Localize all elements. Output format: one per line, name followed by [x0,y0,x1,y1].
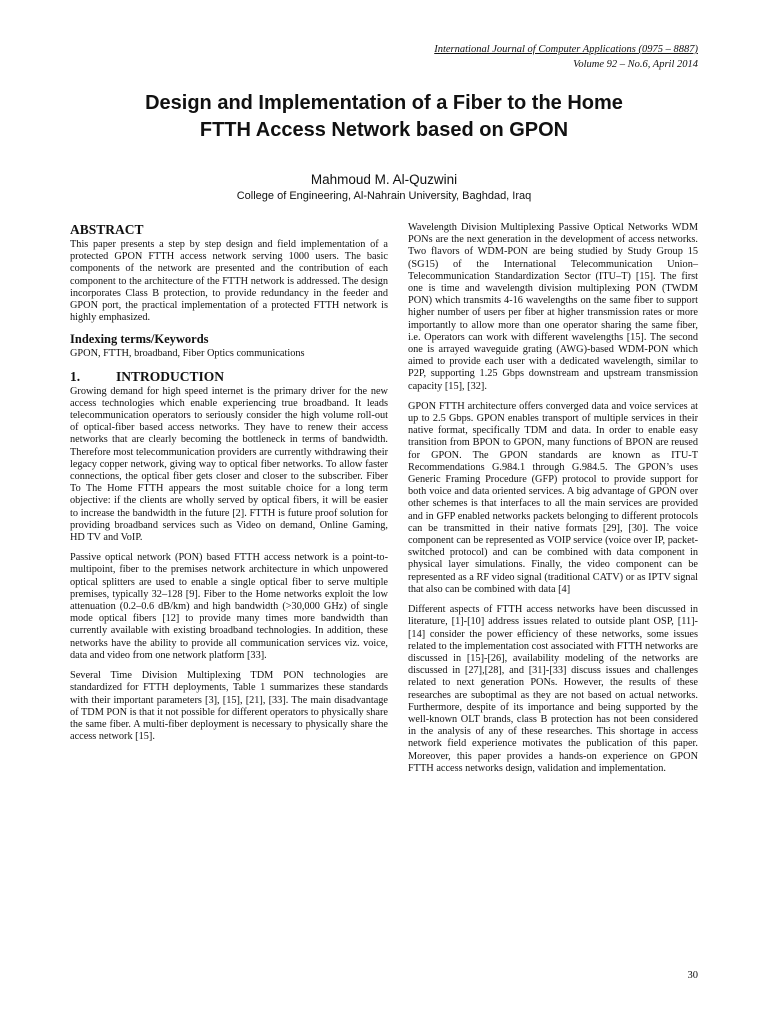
left-column [70,222,388,751]
journal-volume: Volume 92 – No.6, April 2014 [573,59,698,70]
abstract-text: This paper presents a step by step design and field implementation of a protected GPON FTTH access network serving 1000 users. The basic components of the network are presented and the contribution of each component to the architecture of the FTTH network is addressed. The design incorporates Class B protection, to provide redundancy in the feeder and GPON port, the practical implementation of a protected FTTH network is highly emphasized. [70,239,388,324]
right-paragraph-3: Different aspects of FTTH access networks have been discussed in literature, [1]-[10] address issues related to outside plant OSP, [11]-[14] consider the power efficiency of these networks, some issues related to the implementation cost associated with FTTH networks are discussed in [15]-[26], availability modeling of the networks are discussed in [27],[28], and [31]-[33] discuss issues and challenges related to next generation PONs. However, the results of these researches are suboptimal as they are not based on actual networks. Furthermore, despite of its importance and being supported by the well-known OLT brands, class B protection has not been considered in the analysis of any of these researches. This shortage in access network field experience motivates the publication of this paper. Moreover, this paper provides a hands-on experience on GPON FTTH access networks design, validation and implementation. [408,604,698,774]
author-name: Mahmoud M. Al-Quzwini [310,172,458,187]
intro-paragraph-3: Several Time Division Multiplexing TDM PON technologies are standardized for FTTH deployments, Table 1 summarizes these standards with their important parameters [3], [15], [21], [33]. The main disadvantage of TDM PON is that it not possible for different operators to physically share the same fiber. A multi-fiber deployment is necessary to physically share the access network [15]. [70,670,388,743]
section-title: INTRODUCTION [116,368,225,384]
page-number: 30 [687,970,698,981]
intro-paragraph-1: Growing demand for high speed internet is the primary driver for the new access technologies which enable experiencing true broadband. It leads telecommunication operators to seriously consider the high volume roll-out of optical-fiber based access networks. They have to renew their access networks that are clearly becoming the bottleneck in terms of bandwidth. Therefore most telecommunication providers are currently withdrawing their legacy copper network, giving way to optical fiber networks. To allow faster connections, the optical fiber gets closer and closer to the subscriber. Fiber To The Home FTTH appears the most suitable choice for a long term objective: if the clients are wholly served by optical fibers, it will be easier to increase the bandwidth in the future [2]. FTTH is future proof solution for providing broadband services such as Video on demand, Online Gaming, HD TV and VoIP. [70,385,388,544]
section-number: 1. [70,368,81,384]
intro-paragraph-2: Passive optical network (PON) based FTTH access network is a point-to-multipoint, fiber to the premises network architecture in which unpowered optical splitters are used to enable a single optical fiber to serve multiple premises, typically 32–128 [9]. Fiber to the Home networks exploit the low attenuation (0.2–0.6 dB/km) and high bandwidth (>30,000 GHz) of single mode optical fibers [12] to provide many times more bandwidth than currently available with existing broadband technologies. In addition, these networks have the ability to provide all communication services viz. voice, data and video from one network platform [33]. [70,552,388,661]
right-paragraph-1: Wavelength Division Multiplexing Passive Optical Networks WDM PONs are the next generation in the development of access networks. Two flavors of WDM-PON are being studied by Study Group 15 (SG15) of the International Telecommunication Union–Telecommunication Standardization Sector (ITU–T) [15]. The first one is time and wavelength division multiplexing PON (TWDM PON) which transmits 4-16 wavelengths on the same fiber to support higher number of users per fiber at higher transmission rates or more importantly to allow more than one operator sharing the same fiber, i.e. Operators can work with different wavelengths [15]. The second one is arrayed waveguide grating (AWG)-based WDM-PON which aimed to provide each user with a dedicated wavelength, similar to P2P, supporting 1.25 Gbps downstream and upstream transmission capacity [15], [32]. [408,222,698,392]
title-line-2: FTTH Access Network based on GPON [199,119,569,141]
right-column [408,222,698,783]
keywords-heading: Indexing terms/Keywords [70,332,209,347]
paper-title [70,90,698,144]
keywords-text: GPON, FTTH, broadband, Fiber Optics communications [70,348,305,360]
journal-name: International Journal of Computer Applications (0975 – 8887) [434,44,698,55]
introduction-heading [70,369,388,384]
journal-header [434,42,698,72]
right-paragraph-2: GPON FTTH architecture offers converged data and voice services at up to 2.5 Gbps. GPON enables transport of multiple services in their native format, specifically TDM and data. In order to enable easy transition from BPON to GPON, many functions of BPON are reused for GPON. The GPON standards are known as ITU-T Recommendations G.984.1 through G.984.5. The GPON’s uses Generic Framing Procedure (GFP) protocol to provide support for both voice and data oriented services. A big advantage of GPON over other schemes is that interfaces to all the main services are provided and in GFP enabled networks packets belonging to different protocols can be transmitted in their native formats [29], [30]. The voice component can be represented as VOIP service (voice over IP, packet-switched protocol) and can be combined with data component in physical layer simulations. Finally, the video component can be represented as a RF video signal (traditional CATV) or as IPTV signal that also can be combined with data [4] [408,400,698,595]
title-line-1: Design and Implementation of a Fiber to the Home [145,92,623,114]
abstract-heading: ABSTRACT [70,222,144,237]
author-affiliation: College of Engineering, Al-Nahrain University, Baghdad, Iraq [236,190,532,202]
